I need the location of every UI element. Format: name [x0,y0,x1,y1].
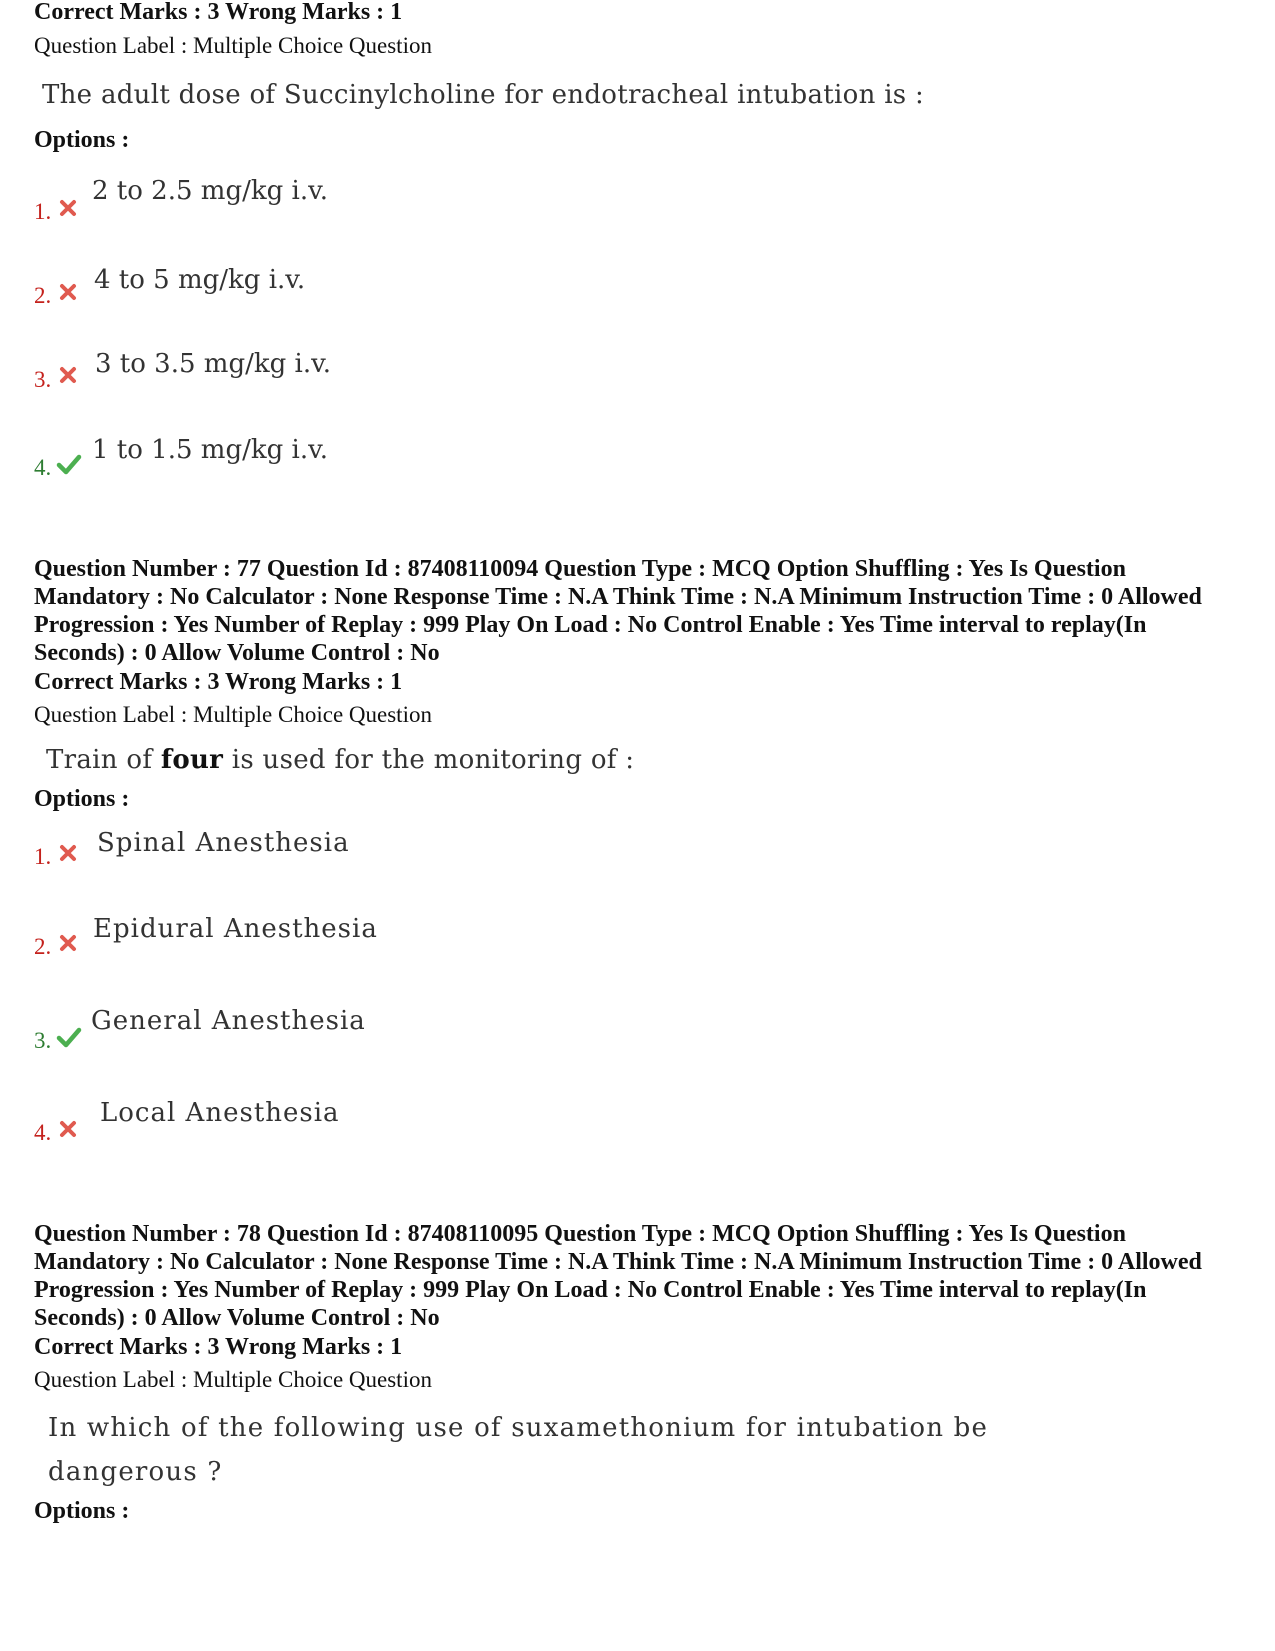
cross-icon [58,198,78,218]
options-heading: Options : [34,127,130,153]
correct-wrong-marks: Correct Marks : 3 Wrong Marks : 1 [34,0,403,25]
cross-icon [58,1119,78,1139]
option-text: Local Anesthesia [100,1098,340,1128]
option-number: 2. [34,934,52,959]
question-label: Question Label : Multiple Choice Question [34,1367,432,1392]
option-number: 4. [34,1120,52,1145]
cross-icon [58,365,78,385]
check-icon [56,1026,82,1046]
option-text: 3 to 3.5 mg/kg i.v. [95,349,331,379]
question-line: In which of the following use of suxamethonium for intubation be [48,1413,989,1443]
option-text: 4 to 5 mg/kg i.v. [94,265,306,295]
option-text: Spinal Anesthesia [97,828,350,858]
option-text: Epidural Anesthesia [93,914,378,944]
option-text: General Anesthesia [91,1006,366,1036]
option-number: 1. [34,199,52,224]
option-text: 2 to 2.5 mg/kg i.v. [92,176,328,206]
question-line: dangerous ? [48,1457,223,1487]
cross-icon [58,843,78,863]
option-number: 3. [34,1028,52,1053]
option-number: 3. [34,367,52,392]
cross-icon [58,282,78,302]
question-text: Train of four is used for the monitoring of : [46,745,635,775]
question-text: The adult dose of Succinylcholine for endotracheal intubation is : [42,80,925,110]
option-number: 2. [34,283,52,308]
check-icon [56,453,82,473]
option-number: 1. [34,844,52,869]
question-text [48,1406,988,1494]
question-label: Question Label : Multiple Choice Question [34,33,432,58]
options-heading: Options : [34,786,130,812]
question-label: Question Label : Multiple Choice Question [34,702,432,727]
cross-icon [58,933,78,953]
question-meta: Question Number : 77 Question Id : 87408110094 Question Type : MCQ Option Shuffling : Yes Is Question Mandatory : No Calculator : None Response Time : N.A Think Time : N.A Minimum Instruction Time : 0 Allowed Progression : Yes Number of Replay : 999 Play On Load : No Control Enable : Yes Time interval to replay(In Seconds) : 0 Allow Volume Control : No [34,556,1202,666]
options-heading: Options : [34,1498,130,1524]
option-number: 4. [34,455,52,480]
correct-wrong-marks: Correct Marks : 3 Wrong Marks : 1 [34,669,403,695]
question-meta: Question Number : 78 Question Id : 87408110095 Question Type : MCQ Option Shuffling : Yes Is Question Mandatory : No Calculator : None Response Time : N.A Think Time : N.A Minimum Instruction Time : 0 Allowed Progression : Yes Number of Replay : 999 Play On Load : No Control Enable : Yes Time interval to replay(In Seconds) : 0 Allow Volume Control : No [34,1221,1202,1331]
option-text: 1 to 1.5 mg/kg i.v. [92,435,328,465]
correct-wrong-marks: Correct Marks : 3 Wrong Marks : 1 [34,1334,403,1360]
